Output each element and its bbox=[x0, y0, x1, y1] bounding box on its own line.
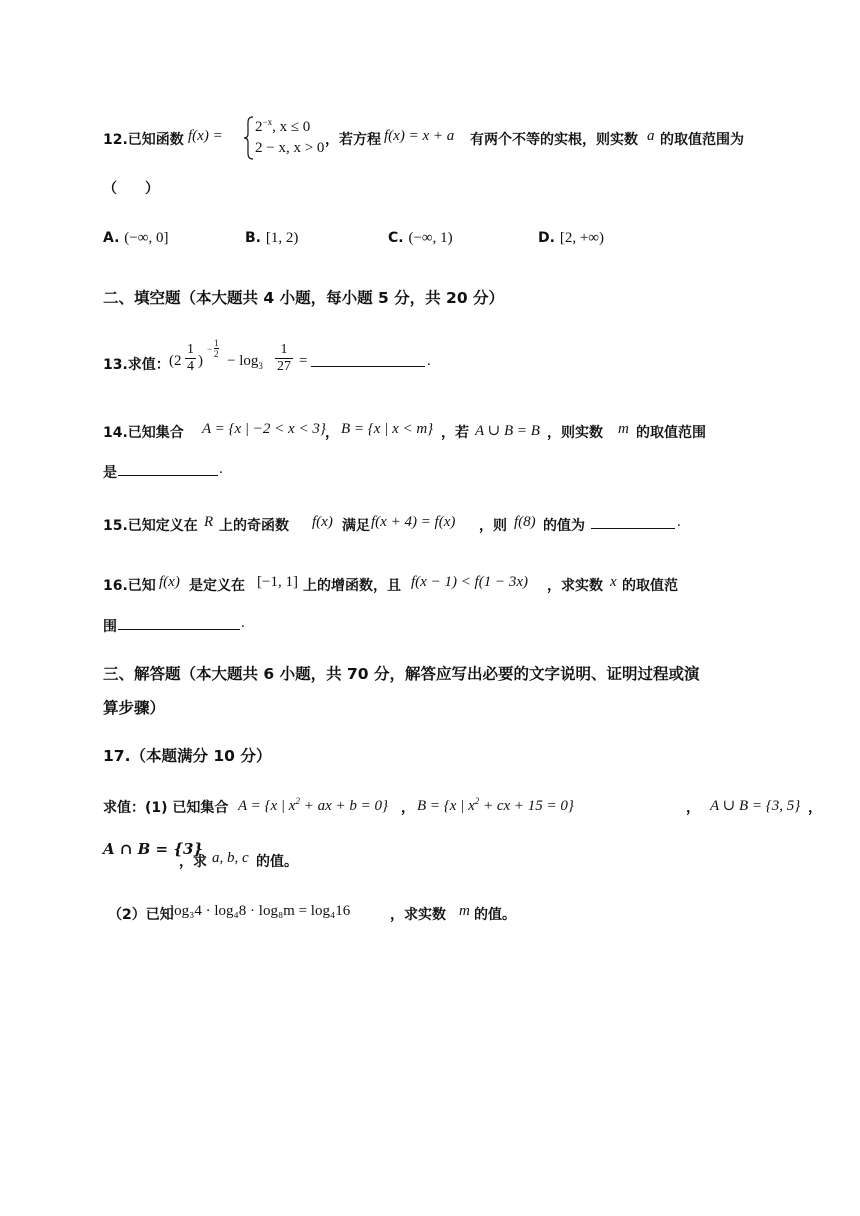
q12-option-c: C. (−∞, 1) bbox=[388, 230, 453, 246]
q15-condition: f(x + 4) = f(x) bbox=[371, 514, 456, 530]
q12-case-2: 2 − x, x > 0 bbox=[255, 140, 325, 156]
q17-part2-prefix: （2）已知 bbox=[108, 907, 174, 923]
q13-answer-blank[interactable] bbox=[311, 354, 425, 367]
q14-suffix-text: ，则实数 bbox=[547, 425, 603, 441]
q15-suffix-text: 的值为 bbox=[543, 518, 585, 534]
q15-number-text: 15.已知定义在 bbox=[103, 518, 198, 534]
q14-period: . bbox=[219, 461, 223, 477]
q12-piecewise-brace bbox=[243, 116, 255, 160]
q12-option-b: B. [1, 2) bbox=[245, 230, 299, 246]
q16-condition: f(x − 1) < f(1 − 3x) bbox=[411, 574, 528, 590]
q15-set-r: R bbox=[204, 514, 214, 530]
q17-separator-3: ， bbox=[808, 800, 822, 816]
q17-separator-1: ， bbox=[401, 800, 415, 816]
q12-answer-parens: （ ） bbox=[103, 181, 159, 197]
q14-var-m: m bbox=[618, 421, 629, 437]
q13-period: . bbox=[427, 353, 431, 369]
q15-mid2-text: 满足 bbox=[342, 518, 370, 534]
q17-part2-var-m: m bbox=[459, 903, 470, 919]
q12-suffix2-text: 的取值范围为 bbox=[660, 132, 744, 148]
q16-var-x: x bbox=[610, 574, 617, 590]
q17-variables: a, b, c bbox=[212, 850, 249, 866]
q13-mixed-fraction: $\frac{1}{4}$ bbox=[187, 342, 194, 374]
q12-option-d: D. [2, +∞) bbox=[538, 230, 604, 246]
q16-mid1-text: 是定义在 bbox=[189, 578, 245, 594]
q14-separator: ， bbox=[325, 425, 339, 441]
section-3-heading-line-1: 三、解答题（本大题共 6 小题，共 70 分，解答应写出必要的文字说明、证明过程或演 bbox=[103, 665, 700, 683]
q15-answer-blank[interactable] bbox=[591, 516, 675, 529]
q12-case-1: $2^{-x}$, x ≤ 0 bbox=[255, 117, 311, 135]
section-2-heading: 二、填空题（本大题共 4 小题，每小题 5 分，共 20 分） bbox=[103, 289, 505, 307]
q12-mid-text: ，若方程 bbox=[325, 132, 381, 148]
q12-var-a: a bbox=[647, 128, 655, 144]
q17-set-b: B = {x | $x^2$ + cx + 15 = 0} bbox=[417, 796, 574, 814]
q17-part2-end: 的值。 bbox=[474, 907, 516, 923]
q16-mid3-text: ，求实数 bbox=[547, 578, 603, 594]
q16-fx: f(x) bbox=[159, 574, 180, 590]
q16-interval: [−1, 1] bbox=[257, 574, 298, 590]
q17-part1-suffix: ，求 bbox=[179, 854, 207, 870]
q17-part2-equation: log₃4 · log₄8 · log₈m = log₄16 bbox=[170, 903, 351, 919]
q17-part1-prefix: 求值：(1) 已知集合 bbox=[103, 800, 229, 816]
q15-period: . bbox=[677, 514, 681, 530]
q15-f8: f(8) bbox=[514, 514, 536, 530]
q16-mid2-text: 上的增函数，且 bbox=[303, 578, 401, 594]
q14-mid-text: ，若 bbox=[441, 425, 469, 441]
q17-intersection: A ∩ B = {3} bbox=[103, 840, 204, 858]
q12-option-a: A. (−∞, 0] bbox=[103, 230, 169, 246]
q15-fx: f(x) bbox=[312, 514, 333, 530]
q14-number-text: 14.已知集合 bbox=[103, 425, 184, 441]
q15-mid1-text: 上的奇函数 bbox=[219, 518, 289, 534]
q17-part2-suffix: ，求实数 bbox=[390, 907, 446, 923]
q14-set-b: B = {x | x < m} bbox=[341, 421, 434, 437]
q13-log: − $\log_3$ bbox=[227, 353, 263, 371]
q12-number-text: 12.已知函数 bbox=[103, 132, 184, 148]
q17-separator-2: ， bbox=[686, 800, 700, 816]
q17-part1-end: 的值。 bbox=[256, 854, 298, 870]
q14-suffix2-text: 的取值范围 bbox=[636, 425, 706, 441]
q13-mixed-whole: (2 bbox=[169, 353, 182, 369]
q13-number-text: 13.求值： bbox=[103, 357, 170, 373]
q16-line2-text: 围 bbox=[103, 619, 117, 635]
q13-close-paren: ) bbox=[198, 353, 203, 369]
q16-suffix-text: 的取值范 bbox=[622, 578, 678, 594]
q17-set-a: A = {x | $x^2$ + ax + b = 0} bbox=[238, 796, 388, 814]
q14-answer-blank[interactable] bbox=[118, 463, 218, 476]
q12-equation: f(x) = x + a bbox=[384, 128, 455, 144]
q12-suffix-text: 有两个不等的实根，则实数 bbox=[470, 132, 638, 148]
q14-condition: A ∪ B = B bbox=[475, 423, 540, 439]
q13-log-fraction: $\frac{1}{27}$ bbox=[277, 342, 291, 374]
q16-number-text: 16.已知 bbox=[103, 578, 156, 594]
q17-title: 17.（本题满分 10 分） bbox=[103, 747, 272, 765]
q12-function-lhs: f(x) = bbox=[188, 128, 223, 144]
q13-equals: = bbox=[299, 353, 308, 369]
q14-line2-text: 是 bbox=[103, 465, 117, 481]
section-3-heading-line-2: 算步骤） bbox=[103, 699, 166, 717]
q17-union: A ∪ B = {3, 5} bbox=[710, 798, 801, 814]
q15-mid3-text: ，则 bbox=[479, 518, 507, 534]
q16-answer-blank[interactable] bbox=[118, 617, 240, 630]
q14-set-a: A = {x | −2 < x < 3} bbox=[202, 421, 326, 437]
q16-period: . bbox=[241, 615, 245, 631]
